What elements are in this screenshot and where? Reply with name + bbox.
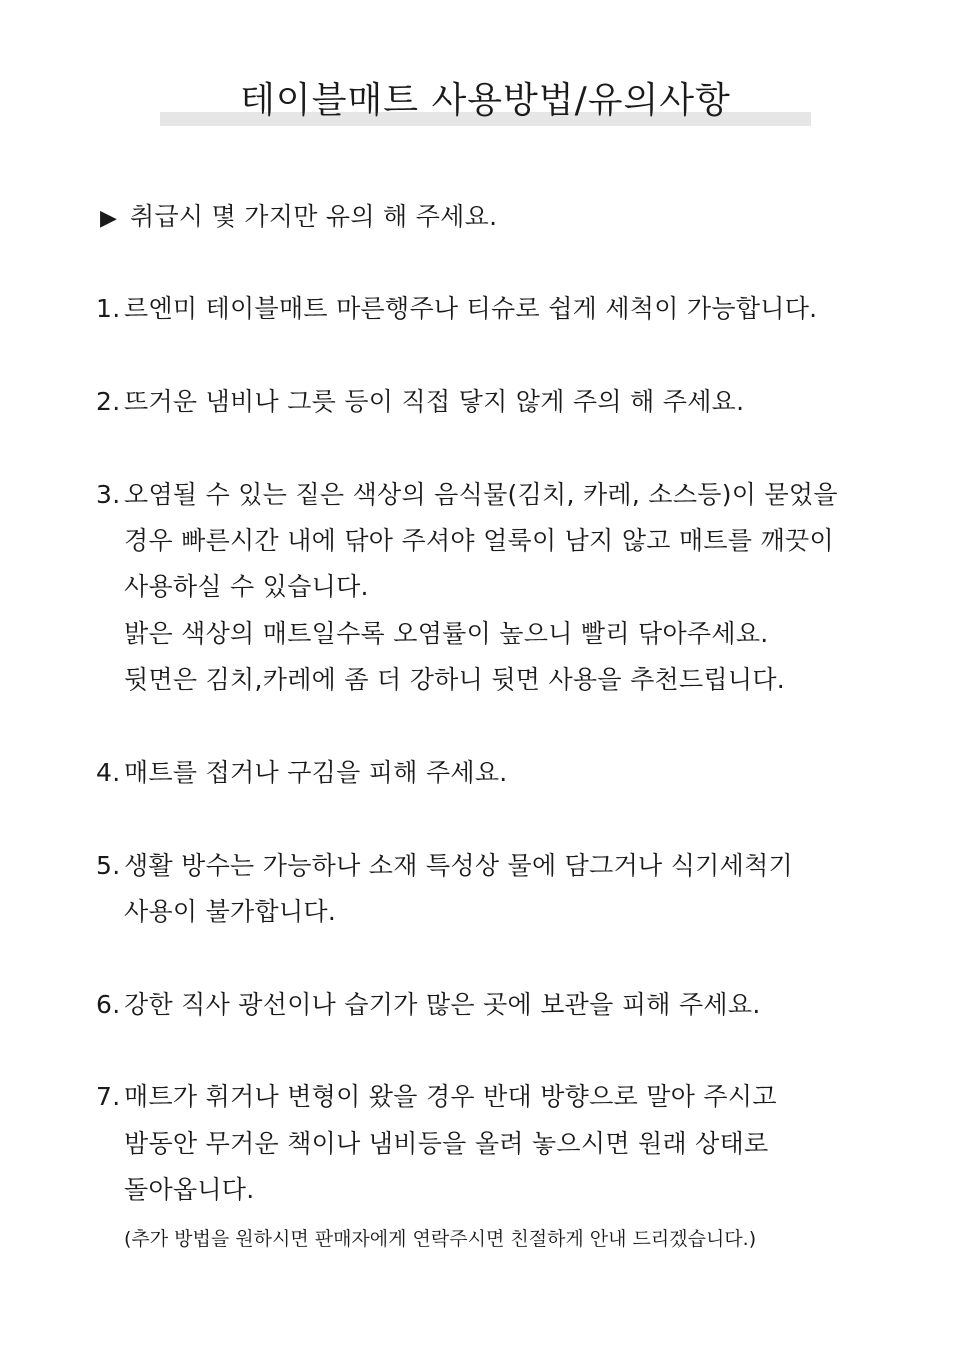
list-item-7 bbox=[96, 1080, 777, 1114]
title-block bbox=[160, 78, 811, 128]
item-3-line-4: 밝은 색상의 매트일수록 오염률이 높으니 빨리 닦아주세요. bbox=[124, 619, 769, 648]
item-text: 뜨거운 냄비나 그릇 등이 직접 닿지 않게 주의 해 주세요. bbox=[124, 387, 745, 416]
intro-text: 취급시 몇 가지만 유의 해 주세요. bbox=[130, 202, 498, 231]
item-number: 3. bbox=[96, 480, 121, 509]
item-number: 1. bbox=[96, 294, 121, 323]
item-text: 생활 방수는 가능하나 소재 특성상 물에 담그거나 식기세척기 bbox=[124, 851, 793, 880]
item-number: 5. bbox=[96, 851, 121, 880]
item-text: 르엔미 테이블매트 마른행주나 티슈로 쉽게 세척이 가능합니다. bbox=[124, 294, 818, 323]
list-item-1 bbox=[96, 292, 817, 326]
item-5-line-2: 사용이 불가합니다. bbox=[124, 897, 337, 926]
item-text: 매트를 접거나 구김을 피해 주세요. bbox=[124, 758, 508, 787]
item-7-line-3: 돌아옵니다. bbox=[124, 1175, 255, 1204]
item-3-line-2: 경우 빠른시간 내에 닦아 주셔야 얼룩이 남지 않고 매트를 깨끗이 bbox=[124, 526, 834, 555]
item-3-line-5: 뒷면은 김치,카레에 좀 더 강하니 뒷면 사용을 추천드립니다. bbox=[124, 665, 786, 694]
list-item-5 bbox=[96, 849, 793, 883]
list-item-2 bbox=[96, 385, 744, 419]
intro-line bbox=[100, 200, 497, 236]
triangle-right-icon: ▶ bbox=[100, 206, 118, 231]
item-number: 2. bbox=[96, 387, 121, 416]
item-3-line-3: 사용하실 수 있습니다. bbox=[124, 572, 369, 601]
item-text: 오염될 수 있는 짙은 색상의 음식물(김치, 카레, 소스등)이 묻었을 bbox=[124, 480, 838, 509]
list-item-4 bbox=[96, 756, 508, 790]
list-item-6 bbox=[96, 988, 761, 1022]
contact-note: (추가 방법을 원하시면 판매자에게 연락주시면 친절하게 안내 드리겠습니다.) bbox=[124, 1228, 757, 1250]
item-text: 강한 직사 광선이나 습기가 많은 곳에 보관을 피해 주세요. bbox=[124, 990, 761, 1019]
list-item-3 bbox=[96, 478, 838, 512]
item-text: 매트가 휘거나 변형이 왔을 경우 반대 방향으로 말아 주시고 bbox=[124, 1082, 777, 1111]
item-number: 6. bbox=[96, 990, 121, 1019]
item-7-line-2: 밤동안 무거운 책이나 냄비등을 올려 놓으시면 원래 상태로 bbox=[124, 1129, 769, 1158]
page-title: 테이블매트 사용방법/유의사항 bbox=[240, 80, 731, 121]
item-number: 7. bbox=[96, 1082, 121, 1111]
item-number: 4. bbox=[96, 758, 121, 787]
